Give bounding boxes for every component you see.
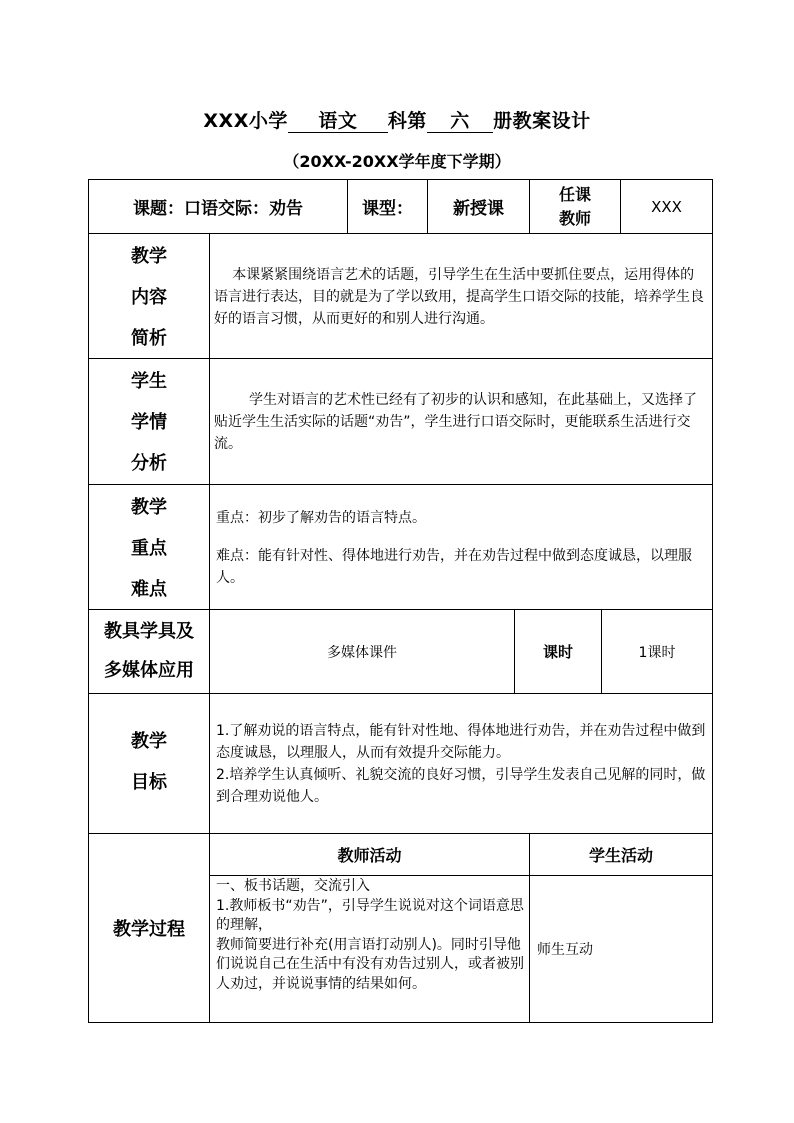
key-point-text: 重点：初步了解劝告的语言特点。 xyxy=(216,510,426,526)
process-label: 教学过程 xyxy=(113,919,185,940)
student-analysis-label: 学生 学情 分析 xyxy=(131,371,167,474)
media-label: 教具学具及 多媒体应用 xyxy=(104,621,194,681)
table-rule xyxy=(209,875,713,876)
goal-item: 1.了解劝说的语言特点，能有针对性地、得体地进行劝告，并在劝告过程中做到态度诚恳，以理服人，从而有效提升交际能力。 xyxy=(216,723,706,761)
student-activity-header: 学生活动 xyxy=(588,846,653,865)
table-border-right xyxy=(712,179,713,1023)
media-value: 多媒体课件 xyxy=(327,644,397,661)
teacher-label: 任课教师 xyxy=(558,184,591,228)
title-tail: 册教案设计 xyxy=(493,110,591,132)
teacher-value: XXX xyxy=(651,197,682,216)
topic-cell xyxy=(89,180,347,233)
goals-list xyxy=(216,720,708,808)
key-points-label: 教学 重点 难点 xyxy=(131,497,167,600)
topic-label: 课题： xyxy=(133,199,184,219)
document-subtitle: （20XX-20XX学年度下学期） xyxy=(283,152,511,171)
table-border-bottom xyxy=(88,1022,713,1023)
goal-item: 2.培养学生认真倾听、礼貌交流的良好习惯，引导学生发表自己见解的同时，做到合理劝说他人。 xyxy=(216,767,706,805)
teacher-activity-header: 教师活动 xyxy=(337,846,402,865)
title-subject: 语文 xyxy=(288,110,388,133)
content-intro-text: 本课紧紧围绕语言艺术的话题，引导学生在生活中要抓住要点，运用得体的语言进行表达，目的就是为了学以致用，提高学生口语交际的技能，培养学生良好的语言习惯，从而更好的和别人进行沟通。 xyxy=(214,267,704,327)
title-volume: 六 xyxy=(427,110,493,133)
student-analysis-text: 学生对语言的艺术性已经有了初步的认识和感知，在此基础上，又选择了贴近学生生活实际的话题“劝告”，学生进行口语交际时，更能联系生活进行交流。 xyxy=(214,392,697,452)
teacher-activity-text xyxy=(216,877,526,994)
teacher-activity-line: 1.教师板书“劝告”，引导学生说说对这个词语意思的理解， xyxy=(216,897,524,933)
class-hours-label: 课时 xyxy=(542,643,573,661)
difficult-point-text: 难点：能有针对性、得体地进行劝告，并在劝告过程中做到态度诚恳，以理服人。 xyxy=(216,548,692,586)
lesson-type-value: 新授课 xyxy=(453,199,504,219)
document-title xyxy=(0,106,794,133)
teacher-activity-line: 一、板书话题，交流引入 xyxy=(216,878,370,894)
lesson-type-label: 课型： xyxy=(362,199,413,219)
topic-value: 口语交际：劝告 xyxy=(184,199,303,219)
goals-label: 教学 目标 xyxy=(131,731,167,793)
class-hours-value: 1课时 xyxy=(638,644,676,661)
title-school: XXX小学 xyxy=(203,110,288,132)
student-activity-text: 师生互动 xyxy=(537,942,593,958)
content-intro-label: 教学 内容 简析 xyxy=(131,246,167,349)
title-ke-di: 科第 xyxy=(387,110,427,132)
teacher-activity-line: 教师简要进行补充(用言语打动别人)。同时引导他们说说自己在生活中有没有劝告过别人，或者被别人劝过，并说说事情的结果如何。 xyxy=(216,936,524,992)
